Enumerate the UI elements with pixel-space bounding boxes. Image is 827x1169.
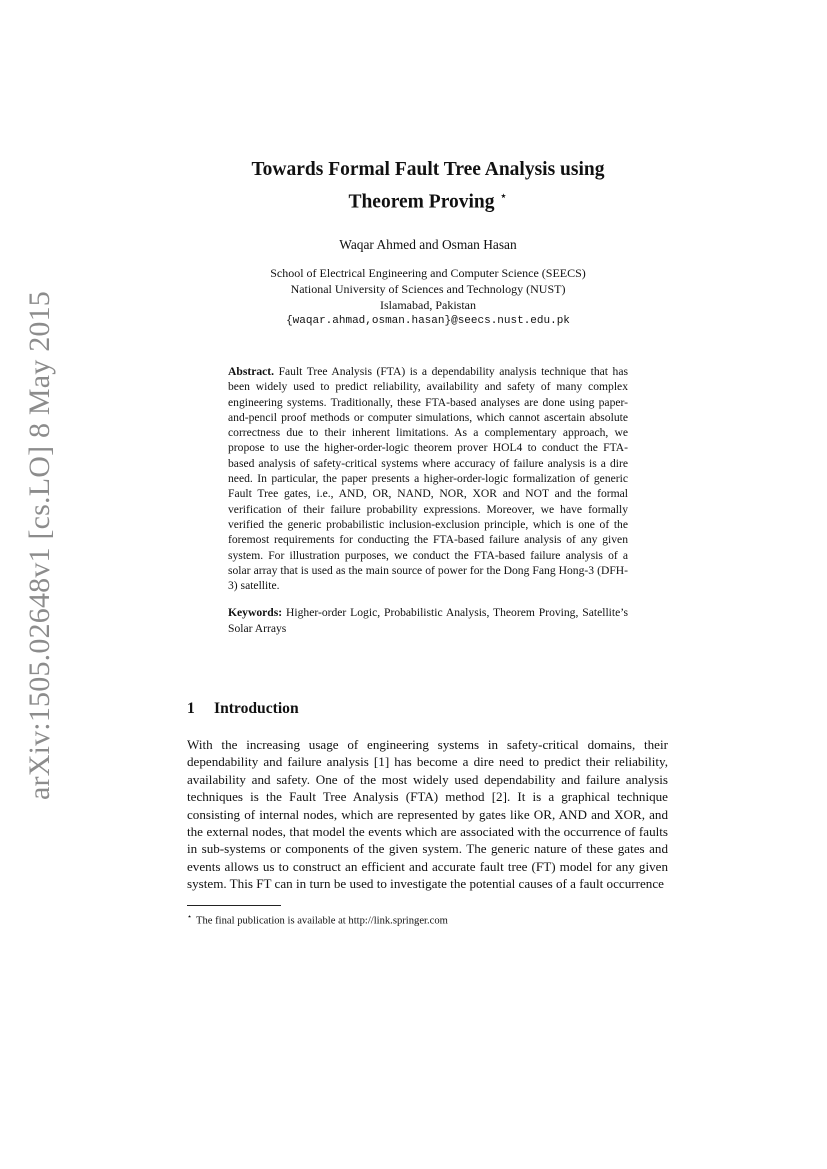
section-number: 1 <box>187 700 195 717</box>
introduction-body <box>187 736 668 893</box>
affiliation-line-1: School of Electrical Engineering and Computer Science (SEECS) <box>270 266 586 280</box>
affiliation-block <box>150 265 706 329</box>
footnote <box>187 910 668 929</box>
footnote-rule <box>187 905 281 906</box>
section-title: Introduction <box>214 700 299 717</box>
abstract-paragraph <box>228 364 628 593</box>
author-email: {waqar.ahmad,osman.hasan}@seecs.nust.edu.pk <box>286 315 570 327</box>
abstract-text: Fault Tree Analysis (FTA) is a dependability analysis technique that has been widely used to predict reliability, availability and safety of many complex engineering systems. Traditionally, these FTA-based analyses are done using paper-and-pencil proof methods or computer simulations, which cannot ascertain absolute correctness due to their inherent limitations. As a complementary approach, we propose to use the higher-order-logic theorem prover HOL4 to conduct the FTA-based analysis of safety-critical systems where accuracy of failure analysis is a dire need. In particular, the paper presents a higher-order-logic formalization of generic Fault Tree gates, i.e., AND, OR, NAND, NOR, XOR and NOT and the formal verification of their failure probability expressions. Moreover, we have formally verified the generic probabilistic inclusion-exclusion principle, which is one of the foremost requirements for conducting the FTA-based failure analysis of any given system. For illustration purposes, we conduct the FTA-based failure analysis of a solar array that is used as the main source of power for the Dong Fang Hong-3 (DFH-3) satellite. <box>228 365 628 593</box>
arxiv-identifier-stamp: arXiv:1505.02648v1 [cs.LO] 8 May 2015 <box>23 291 56 800</box>
abstract-block <box>228 364 628 636</box>
footnote-mark: ⋆ <box>187 912 193 921</box>
author-list: Waqar Ahmed and Osman Hasan <box>339 237 517 252</box>
section-heading-introduction <box>187 700 299 718</box>
title-footnote-mark: ⋆ <box>499 188 508 203</box>
affiliation-line-2: National University of Sciences and Technology (NUST) <box>290 282 566 296</box>
keywords-label: Keywords: <box>228 606 283 620</box>
keywords-paragraph <box>228 605 628 636</box>
title-line-2-text: Theorem Proving <box>348 191 495 213</box>
title-line-1: Towards Formal Fault Tree Analysis using <box>251 159 605 180</box>
introduction-paragraph: With the increasing usage of engineering systems in safety-critical domains, their dependability and failure analysis [1] has become a dire need to predict their reliability, availability and safety. One of the most widely used dependability and failure analysis techniques is the Fault Tree Analysis (FTA) method [2]. It is a graphical technique consisting of internal nodes, which are represented by gates like OR, AND and XOR, and the external nodes, that model the events which are associated with the occurrence of faults in sub-systems or components of the given system. The generic nature of these gates and events allows us to construct an efficient and accurate fault tree (FT) model for any given system. This FT can in turn be used to investigate the potential causes of a fault occurrence <box>187 737 668 892</box>
title-line-2 <box>150 183 706 216</box>
keywords-text: Higher-order Logic, Probabilistic Analysis, Theorem Proving, Satellite’s Solar Arrays <box>228 606 628 635</box>
footnote-text: The final publication is available at http://link.springer.com <box>196 915 448 927</box>
abstract-label: Abstract. <box>228 365 275 378</box>
paper-title <box>150 157 706 216</box>
affiliation-line-3: Islamabad, Pakistan <box>380 298 476 312</box>
